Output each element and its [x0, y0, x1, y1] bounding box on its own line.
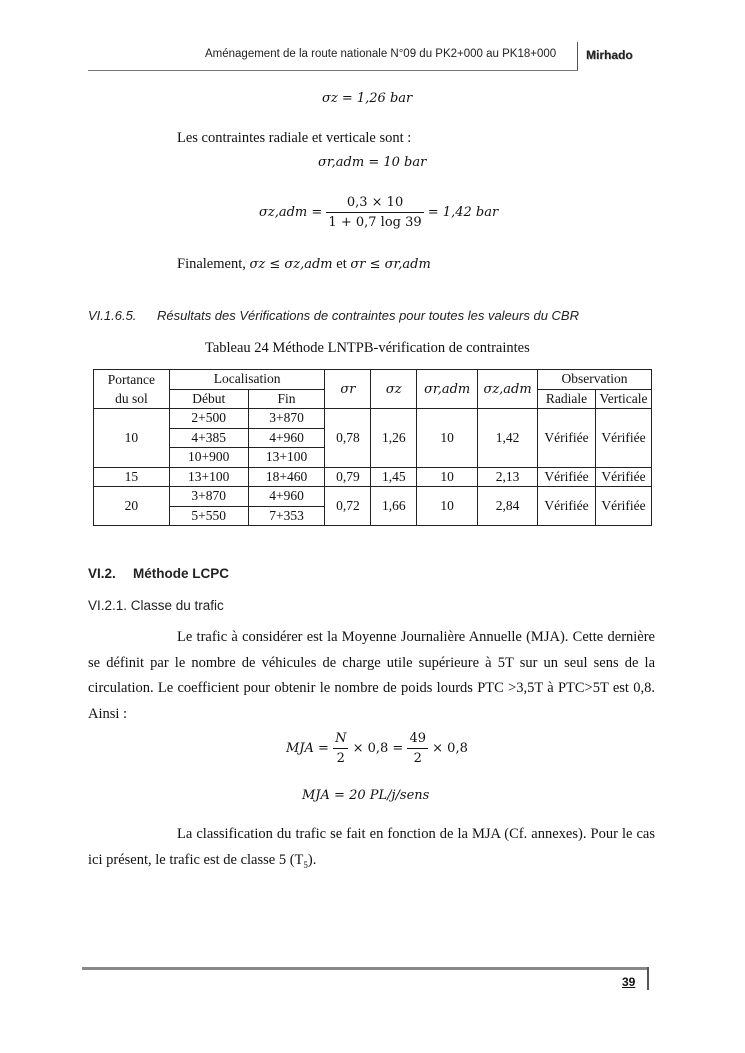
section-title: Méthode LCPC [133, 566, 229, 581]
fraction-denominator: 1 + 0,7 log 39 [328, 215, 422, 230]
cell-sigma-z-adm: 2,13 [478, 467, 538, 487]
header-localisation: Localisation [169, 370, 325, 390]
cell-debut: 10+900 [169, 448, 248, 468]
text-finalement [177, 256, 431, 273]
cell-debut: 3+870 [169, 487, 248, 507]
cell-sigma-r: 0,79 [325, 467, 371, 487]
cell-fin: 18+460 [248, 467, 325, 487]
header-sigma-r: σr [325, 370, 371, 409]
table-caption: Tableau 24 Méthode LNTPB-vérification de contraintes [205, 340, 530, 356]
cell-portance: 10 [94, 409, 170, 468]
fraction-numerator: N [333, 729, 348, 749]
cell-radiale: Vérifiée [538, 409, 596, 468]
header-sigma-z-adm: σz,adm [478, 370, 538, 409]
cell-portance: 20 [94, 487, 170, 526]
header-author: Mirhado [586, 48, 633, 62]
header-separator [577, 42, 578, 70]
fraction [407, 729, 428, 768]
verification-table [93, 369, 652, 526]
cell-debut: 13+100 [169, 467, 248, 487]
cell-sigma-z: 1,26 [371, 409, 417, 468]
cell-debut: 4+385 [169, 428, 248, 448]
table-row [94, 487, 652, 507]
mja-end: × 0,8 [432, 741, 468, 756]
finalement-cond1: σz ≤ σz,adm [249, 257, 333, 272]
mja-mid: × 0,8 = [352, 741, 404, 756]
footer-separator [647, 967, 649, 990]
header-sigma-z: σz [371, 370, 417, 409]
cell-sigma-r-adm: 10 [417, 487, 478, 526]
fraction-numerator: 49 [407, 729, 428, 749]
cell-verticale: Vérifiée [595, 487, 651, 526]
mja-lhs: MJA = [286, 741, 329, 756]
cell-fin: 13+100 [248, 448, 325, 468]
equation-sigma-r-adm: σr,adm = 10 bar [318, 155, 427, 170]
header-fin: Fin [248, 389, 325, 409]
paragraph-classification [88, 822, 655, 878]
paragraph-trafic: Le trafic à considérer est la Moyenne Journalière Annuelle (MJA). Cette dernière se définit par le nombre de véhicules de charge utile supérieure à 5T sur un seul sens de la circulation. Le coefficient pour obtenir le nombre de poids lourds PTC >3,5T à PTC>5T est 0,8. Ainsi : [88, 629, 655, 722]
paragraph-subscript: 5 [303, 859, 308, 870]
equation-rhs: = 1,42 bar [427, 205, 499, 220]
header-portance: Portance [94, 370, 170, 390]
finalement-prefix: Finalement, [177, 256, 246, 272]
paragraph-end: ). [307, 851, 317, 868]
cell-sigma-z-adm: 1,42 [478, 409, 538, 468]
equation-mja-calc [286, 729, 468, 768]
cell-sigma-r: 0,72 [325, 487, 371, 526]
fraction [326, 193, 423, 232]
cell-fin: 3+870 [248, 409, 325, 429]
table-row [94, 409, 652, 429]
equation-mja-result: MJA = 20 PL/j/sens [302, 788, 430, 803]
fraction-numerator: 0,3 × 10 [326, 193, 423, 213]
cell-sigma-r-adm: 10 [417, 409, 478, 468]
table-row [94, 467, 652, 487]
cell-fin: 4+960 [248, 487, 325, 507]
header-sigma-r-adm: σr,adm [417, 370, 478, 409]
cell-sigma-z: 1,66 [371, 487, 417, 526]
section-number: VI.2. [88, 566, 116, 581]
fraction-denominator: 2 [413, 751, 422, 766]
cell-verticale: Vérifiée [595, 467, 651, 487]
cell-fin: 4+960 [248, 428, 325, 448]
cell-radiale: Vérifiée [538, 487, 596, 526]
header-rule [88, 70, 578, 71]
header-verticale: Verticale [595, 389, 651, 409]
header-observation: Observation [538, 370, 652, 390]
finalement-et: et [336, 256, 347, 272]
header-debut: Début [169, 389, 248, 409]
footer-rule [82, 967, 647, 970]
fraction-denominator: 2 [336, 751, 345, 766]
finalement-cond2: σr ≤ σr,adm [350, 257, 431, 272]
equation-sigma-z-adm [259, 193, 498, 232]
header-du-sol: du sol [94, 389, 170, 409]
equation-sigma-z: σz = 1,26 bar [322, 91, 413, 106]
header-radiale: Radiale [538, 389, 596, 409]
equation-lhs: σz,adm = [259, 205, 323, 220]
subsection-title: VI.2.1. Classe du trafic [88, 598, 224, 613]
cell-sigma-z: 1,45 [371, 467, 417, 487]
fraction [333, 729, 348, 768]
cell-sigma-r: 0,78 [325, 409, 371, 468]
header-title: Aménagement de la route nationale N°09 du PK2+000 au PK18+000 [205, 48, 557, 60]
cell-sigma-r-adm: 10 [417, 467, 478, 487]
paragraph-main: La classification du trafic se fait en fonction de la MJA (Cf. annexes). Pour le cas ici présent, le trafic est de classe 5 (T [88, 826, 655, 868]
cell-debut: 2+500 [169, 409, 248, 429]
text-contraintes: Les contraintes radiale et verticale sont : [177, 130, 412, 146]
cell-debut: 5+550 [169, 506, 248, 526]
cell-sigma-z-adm: 2,84 [478, 487, 538, 526]
section-title: Résultats des Vérifications de contraintes pour toutes les valeurs du CBR [157, 308, 579, 323]
table-header-row [94, 370, 652, 390]
cell-radiale: Vérifiée [538, 467, 596, 487]
section-number: VI.1.6.5. [88, 308, 137, 323]
page-number: 39 [622, 975, 636, 989]
cell-portance: 15 [94, 467, 170, 487]
cell-verticale: Vérifiée [595, 409, 651, 468]
cell-fin: 7+353 [248, 506, 325, 526]
